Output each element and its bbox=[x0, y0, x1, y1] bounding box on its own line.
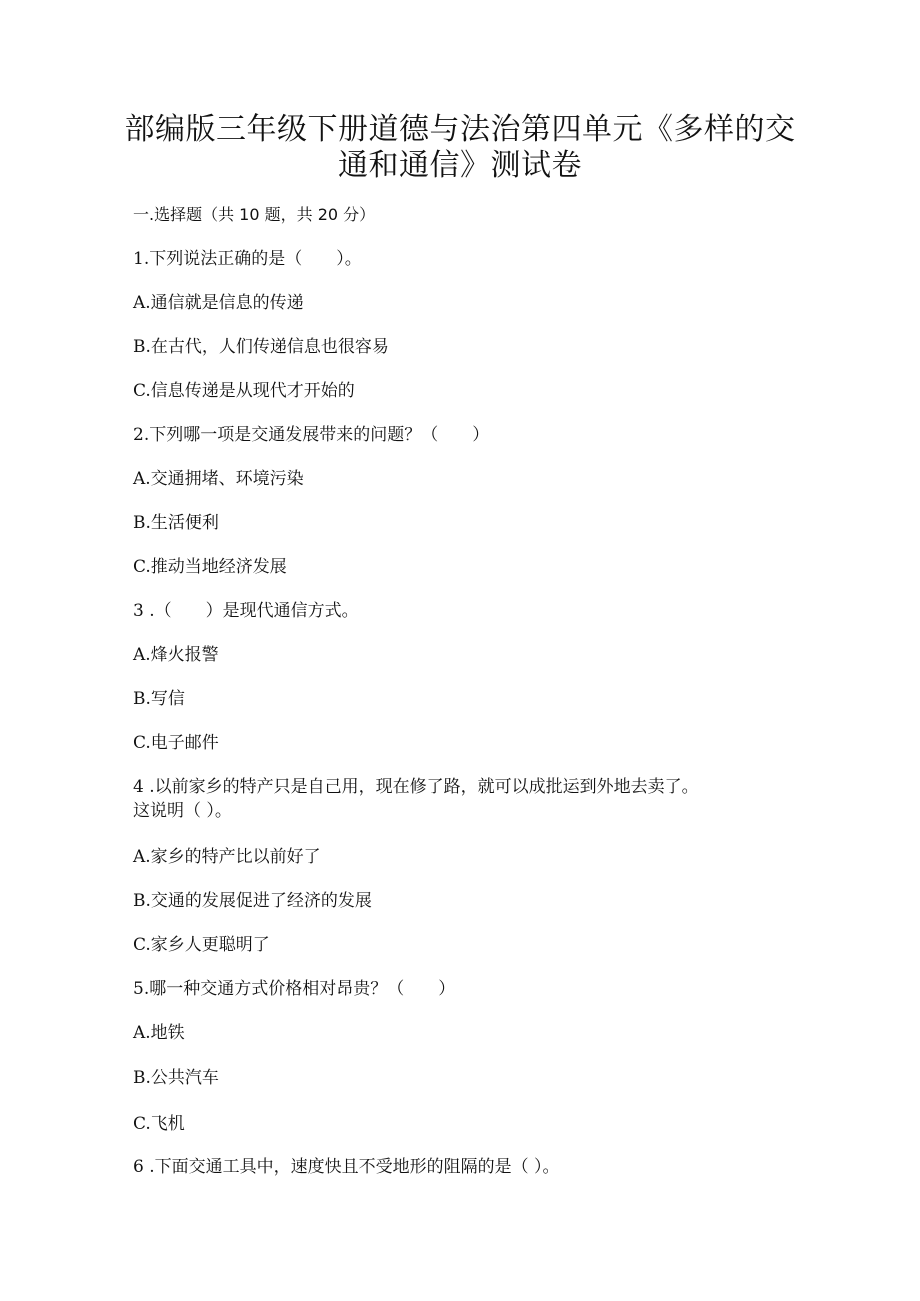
question-1-option-b: B.在古代，人们传递信息也很容易 bbox=[133, 337, 389, 357]
question-2-option-a: A.交通拥堵、环境污染 bbox=[133, 469, 304, 489]
question-2-stem: 2.下列哪一项是交通发展带来的问题？（ ） bbox=[133, 425, 490, 445]
section-heading: 一.选择题（共 10 题，共 20 分） bbox=[133, 205, 376, 224]
question-4-option-a: A.家乡的特产比以前好了 bbox=[133, 847, 321, 867]
question-3-option-b: B.写信 bbox=[133, 689, 185, 709]
question-1-stem: 1.下列说法正确的是（ ）。 bbox=[133, 249, 362, 269]
question-6-stem: 6 .下面交通工具中，速度快且不受地形的阻隔的是（ ）。 bbox=[133, 1157, 560, 1177]
question-4-option-b: B.交通的发展促进了经济的发展 bbox=[133, 891, 372, 911]
question-1-option-c: C.信息传递是从现代才开始的 bbox=[133, 381, 355, 401]
question-5-stem: 5.哪一种交通方式价格相对昂贵？（ ） bbox=[133, 979, 456, 999]
page-title bbox=[120, 112, 800, 184]
question-5-option-c: C.飞机 bbox=[133, 1114, 185, 1134]
question-4-option-c: C.家乡人更聪明了 bbox=[133, 935, 270, 955]
question-2-option-b: B.生活便利 bbox=[133, 513, 219, 533]
question-5-option-a: A.地铁 bbox=[133, 1023, 185, 1043]
question-2-option-c: C.推动当地经济发展 bbox=[133, 557, 287, 577]
question-3-option-a: A.烽火报警 bbox=[133, 645, 219, 665]
question-3-stem: 3 .（ ）是现代通信方式。 bbox=[133, 601, 359, 621]
page-title-line-1: 部编版三年级下册道德与法治第四单元《多样的交 bbox=[124, 112, 796, 147]
question-1-option-a: A.通信就是信息的传递 bbox=[133, 293, 304, 313]
question-4-stem-line-1: 4 .以前家乡的特产只是自己用，现在修了路，就可以成批运到外地去卖了。 bbox=[133, 777, 699, 797]
page-title-line-2: 通和通信》测试卷 bbox=[338, 148, 582, 183]
question-4-stem-line-2: 这说明（ ）。 bbox=[133, 801, 232, 821]
question-3-option-c: C.电子邮件 bbox=[133, 733, 219, 753]
question-5-option-b: B.公共汽车 bbox=[133, 1068, 219, 1088]
